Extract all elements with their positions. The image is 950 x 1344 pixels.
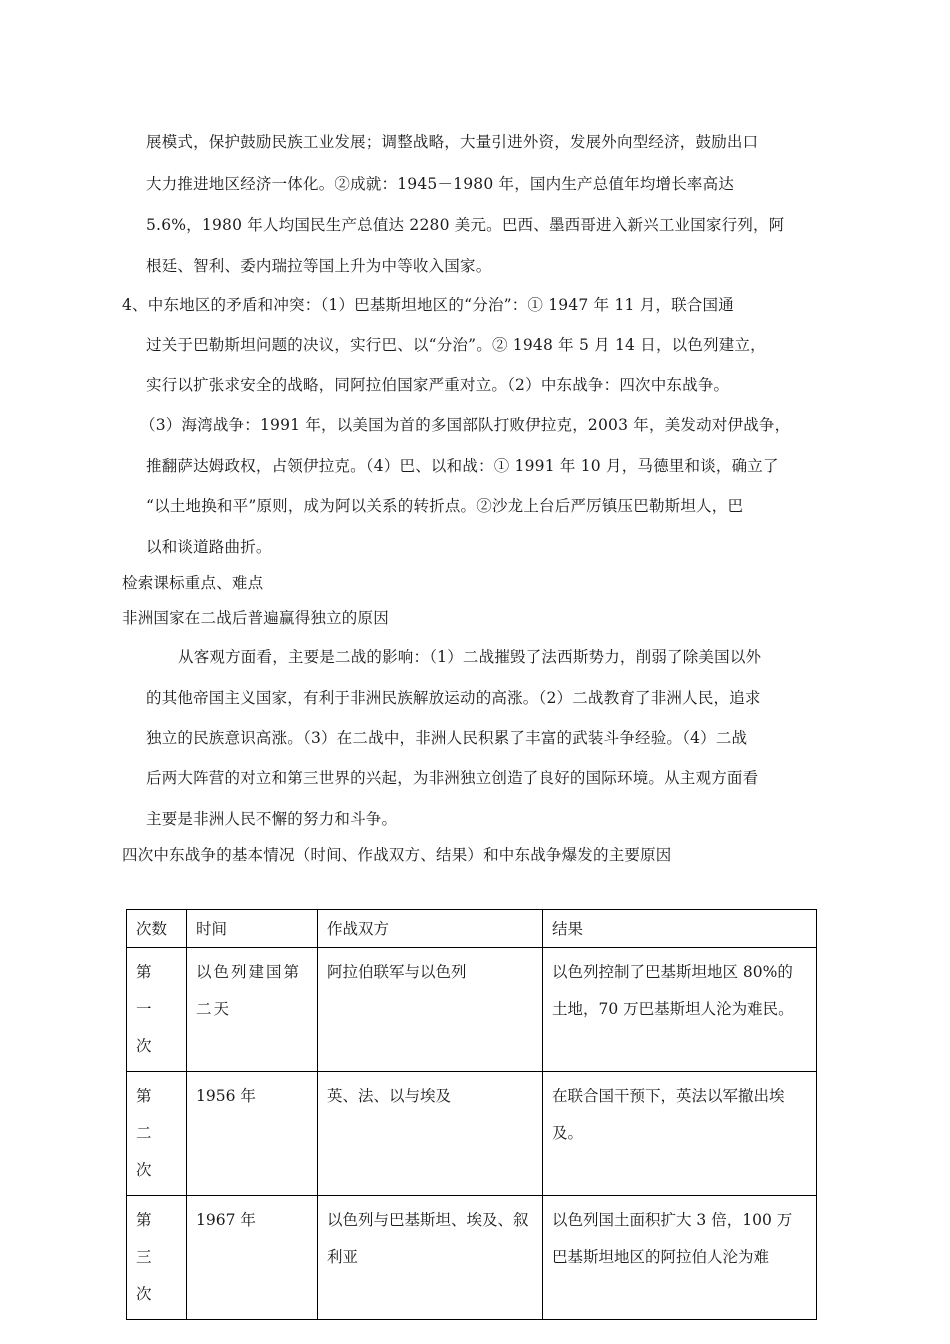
body-line: “以土地换和平”原则，成为阿以关系的转折点。②沙龙上台后严厉镇压巴勒斯坦人，巴: [146, 497, 744, 515]
body-line: 过关于巴勒斯坦问题的决议，实行巴、以“分治”。② 1948 年 5 月 14 日，以色列建立，: [146, 336, 766, 354]
africa-line: 独立的民族意识高涨。（3）在二战中，非洲人民积累了丰富的武装斗争经验。（4）二战: [146, 729, 748, 747]
table-cell: [187, 1196, 318, 1320]
table-row: [127, 1196, 817, 1320]
cell-text: 以色列控制了巴基斯坦地区 80%的土地，70 万巴基斯坦人沦为难民。: [552, 963, 794, 1018]
body-line: 展模式，保护鼓励民族工业发展；调整战略，大量引进外资，发展外向型经济，鼓励出口: [146, 133, 759, 151]
table-cell: [318, 1196, 543, 1320]
table-cell: [543, 948, 817, 1072]
cell-text: 1967 年: [196, 1211, 256, 1229]
cell-text: 在联合国干预下，英法以军撤出埃及。: [552, 1087, 785, 1142]
cell-text: 英、法、以与埃及: [327, 1087, 452, 1105]
cell-text: 阿拉伯联军与以色列: [327, 963, 467, 981]
cell-text: 以色列建国第二天: [196, 963, 302, 1018]
table-cell: [127, 1196, 187, 1320]
cell-text: 1956 年: [196, 1087, 256, 1105]
body-line: （3）海湾战争：1991 年，以美国为首的多国部队打败伊拉克，2003 年，美发动对伊战争，: [140, 416, 791, 434]
africa-line: 从客观方面看，主要是二战的影响：（1）二战摧毁了法西斯势力，削弱了除美国以外: [178, 648, 762, 666]
table-cell: [318, 948, 543, 1072]
table-row: [127, 948, 817, 1072]
africa-line: 的其他帝国主义国家，有利于非洲民族解放运动的高涨。（2）二战教育了非洲人民，追求: [146, 689, 761, 707]
africa-line: 主要是非洲人民不懈的努力和斗争。: [146, 810, 398, 828]
cell-text: 第三次: [136, 1211, 166, 1303]
cell-text: 以色列国土面积扩大 3 倍，100 万巴基斯坦地区的阿拉伯人沦为难: [552, 1211, 793, 1266]
cell-text: 第二次: [136, 1087, 166, 1179]
table-cell: [127, 948, 187, 1072]
table-cell: [318, 1072, 543, 1196]
header-cell: 作战双方: [318, 910, 543, 948]
table-cell: [187, 948, 318, 1072]
table-cell: [187, 1072, 318, 1196]
header-cell: 时间: [187, 910, 318, 948]
body-line: 根廷、智利、委内瑞拉等国上升为中等收入国家。: [146, 257, 492, 275]
table-heading: 四次中东战争的基本情况（时间、作战双方、结果）和中东战争爆发的主要原因: [122, 846, 672, 864]
header-cell: 次数: [127, 910, 187, 948]
table-cell: [543, 1072, 817, 1196]
table-cell: [127, 1072, 187, 1196]
africa-line: 后两大阵营的对立和第三世界的兴起，为非洲独立创造了良好的国际环境。从主观方面看: [146, 769, 759, 787]
body-line: 实行以扩张求安全的战略，同阿拉伯国家严重对立。（2）中东战争：四次中东战争。: [146, 376, 730, 394]
section-heading: 检索课标重点、难点: [122, 574, 264, 592]
body-line: 大力推进地区经济一体化。②成就：1945－1980 年，国内生产总值年均增长率高达: [146, 175, 735, 193]
body-line: 5.6%，1980 年人均国民生产总值达 2280 美元。巴西、墨西哥进入新兴工业国家行列，阿: [146, 216, 785, 234]
table-row: [127, 1072, 817, 1196]
africa-heading: 非洲国家在二战后普遍赢得独立的原因: [122, 609, 389, 627]
body-line: 以和谈道路曲折。: [146, 538, 272, 556]
cell-text: 以色列与巴基斯坦、埃及、叙利亚: [327, 1211, 529, 1266]
middle-east-wars-table: [126, 909, 817, 1320]
header-cell: 结果: [543, 910, 817, 948]
body-line: 推翻萨达姆政权，占领伊拉克。（4）巴、以和战：① 1991 年 10 月，马德里和谈，确立了: [146, 457, 779, 475]
body-line: 4、中东地区的矛盾和冲突：（1）巴基斯坦地区的“分治”：① 1947 年 11 月，联合国通: [122, 296, 734, 314]
table-header-row: [127, 910, 817, 948]
cell-text: 第一次: [136, 963, 166, 1055]
table-cell: [543, 1196, 817, 1320]
